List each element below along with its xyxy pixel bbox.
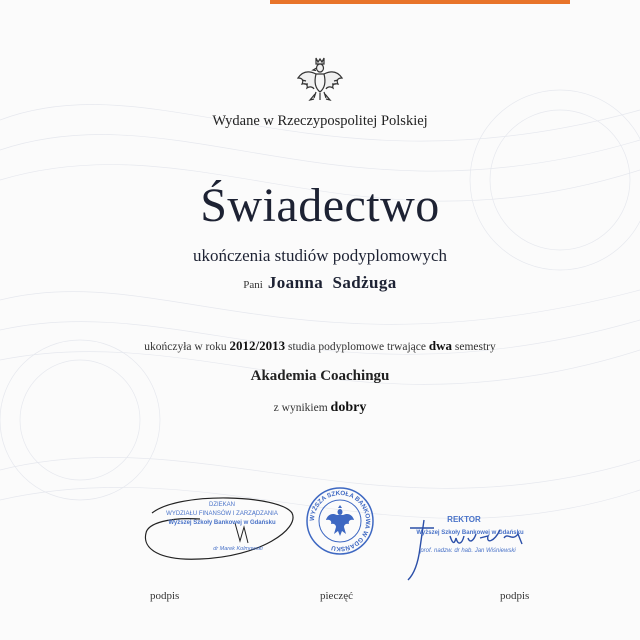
completion-statement bbox=[0, 338, 640, 354]
seal-label: pieczęć bbox=[320, 590, 353, 602]
program-name: Akademia Coachingu bbox=[250, 368, 390, 384]
signature-label-left: podpis bbox=[150, 590, 180, 602]
rector-stamp-line2: Wyższej Szkoły Bankowej w Gdańsku bbox=[416, 530, 524, 536]
rector-stamp bbox=[392, 508, 542, 586]
top-accent-bar bbox=[270, 0, 570, 4]
result-prefix: z wynikiem bbox=[273, 402, 328, 414]
issued-in-line: Wydane w Rzeczypospolitej Polskiej bbox=[212, 113, 428, 129]
recipient-name: Joanna Sadżuga bbox=[267, 273, 397, 292]
seal-ring-text: WYŻSZA SZKOŁA BANKOWA W GDAŃSKU bbox=[308, 489, 372, 553]
official-seal bbox=[305, 486, 375, 556]
statement-part3: semestry bbox=[454, 341, 496, 353]
result-grade: dobry bbox=[330, 400, 367, 415]
signature-label-right: podpis bbox=[500, 590, 530, 602]
dean-stamp bbox=[140, 493, 300, 563]
certificate-title: Świadectwo bbox=[200, 179, 440, 232]
dean-stamp-line1: DZIEKAN bbox=[208, 502, 236, 508]
result-line bbox=[0, 400, 640, 416]
statement-year: 2012/2013 bbox=[229, 338, 286, 353]
rector-stamp-line3: prof. nadzw. dr hab. Jan Wiśniewski bbox=[420, 548, 516, 554]
certificate-subtitle: ukończenia studiów podyplomowych bbox=[192, 246, 447, 265]
statement-duration: dwa bbox=[428, 338, 452, 353]
seal-eagle-icon bbox=[326, 505, 354, 536]
dean-stamp-line3: Wyższej Szkoły Bankowej w Gdańsku bbox=[168, 520, 276, 526]
rector-stamp-line1: REKTOR bbox=[447, 515, 481, 524]
dean-stamp-line4: dr Marek Kolmowski bbox=[213, 546, 263, 552]
recipient-prefix: Pani bbox=[243, 279, 263, 291]
polish-eagle-emblem-icon bbox=[294, 54, 346, 106]
recipient-line bbox=[0, 273, 640, 293]
statement-part2: studia podyplomowe trwające bbox=[288, 341, 426, 353]
statement-part1: ukończyła w roku bbox=[144, 341, 227, 353]
dean-stamp-line2: WYDZIAŁU FINANSÓW I ZARZĄDZANIA bbox=[166, 511, 278, 517]
